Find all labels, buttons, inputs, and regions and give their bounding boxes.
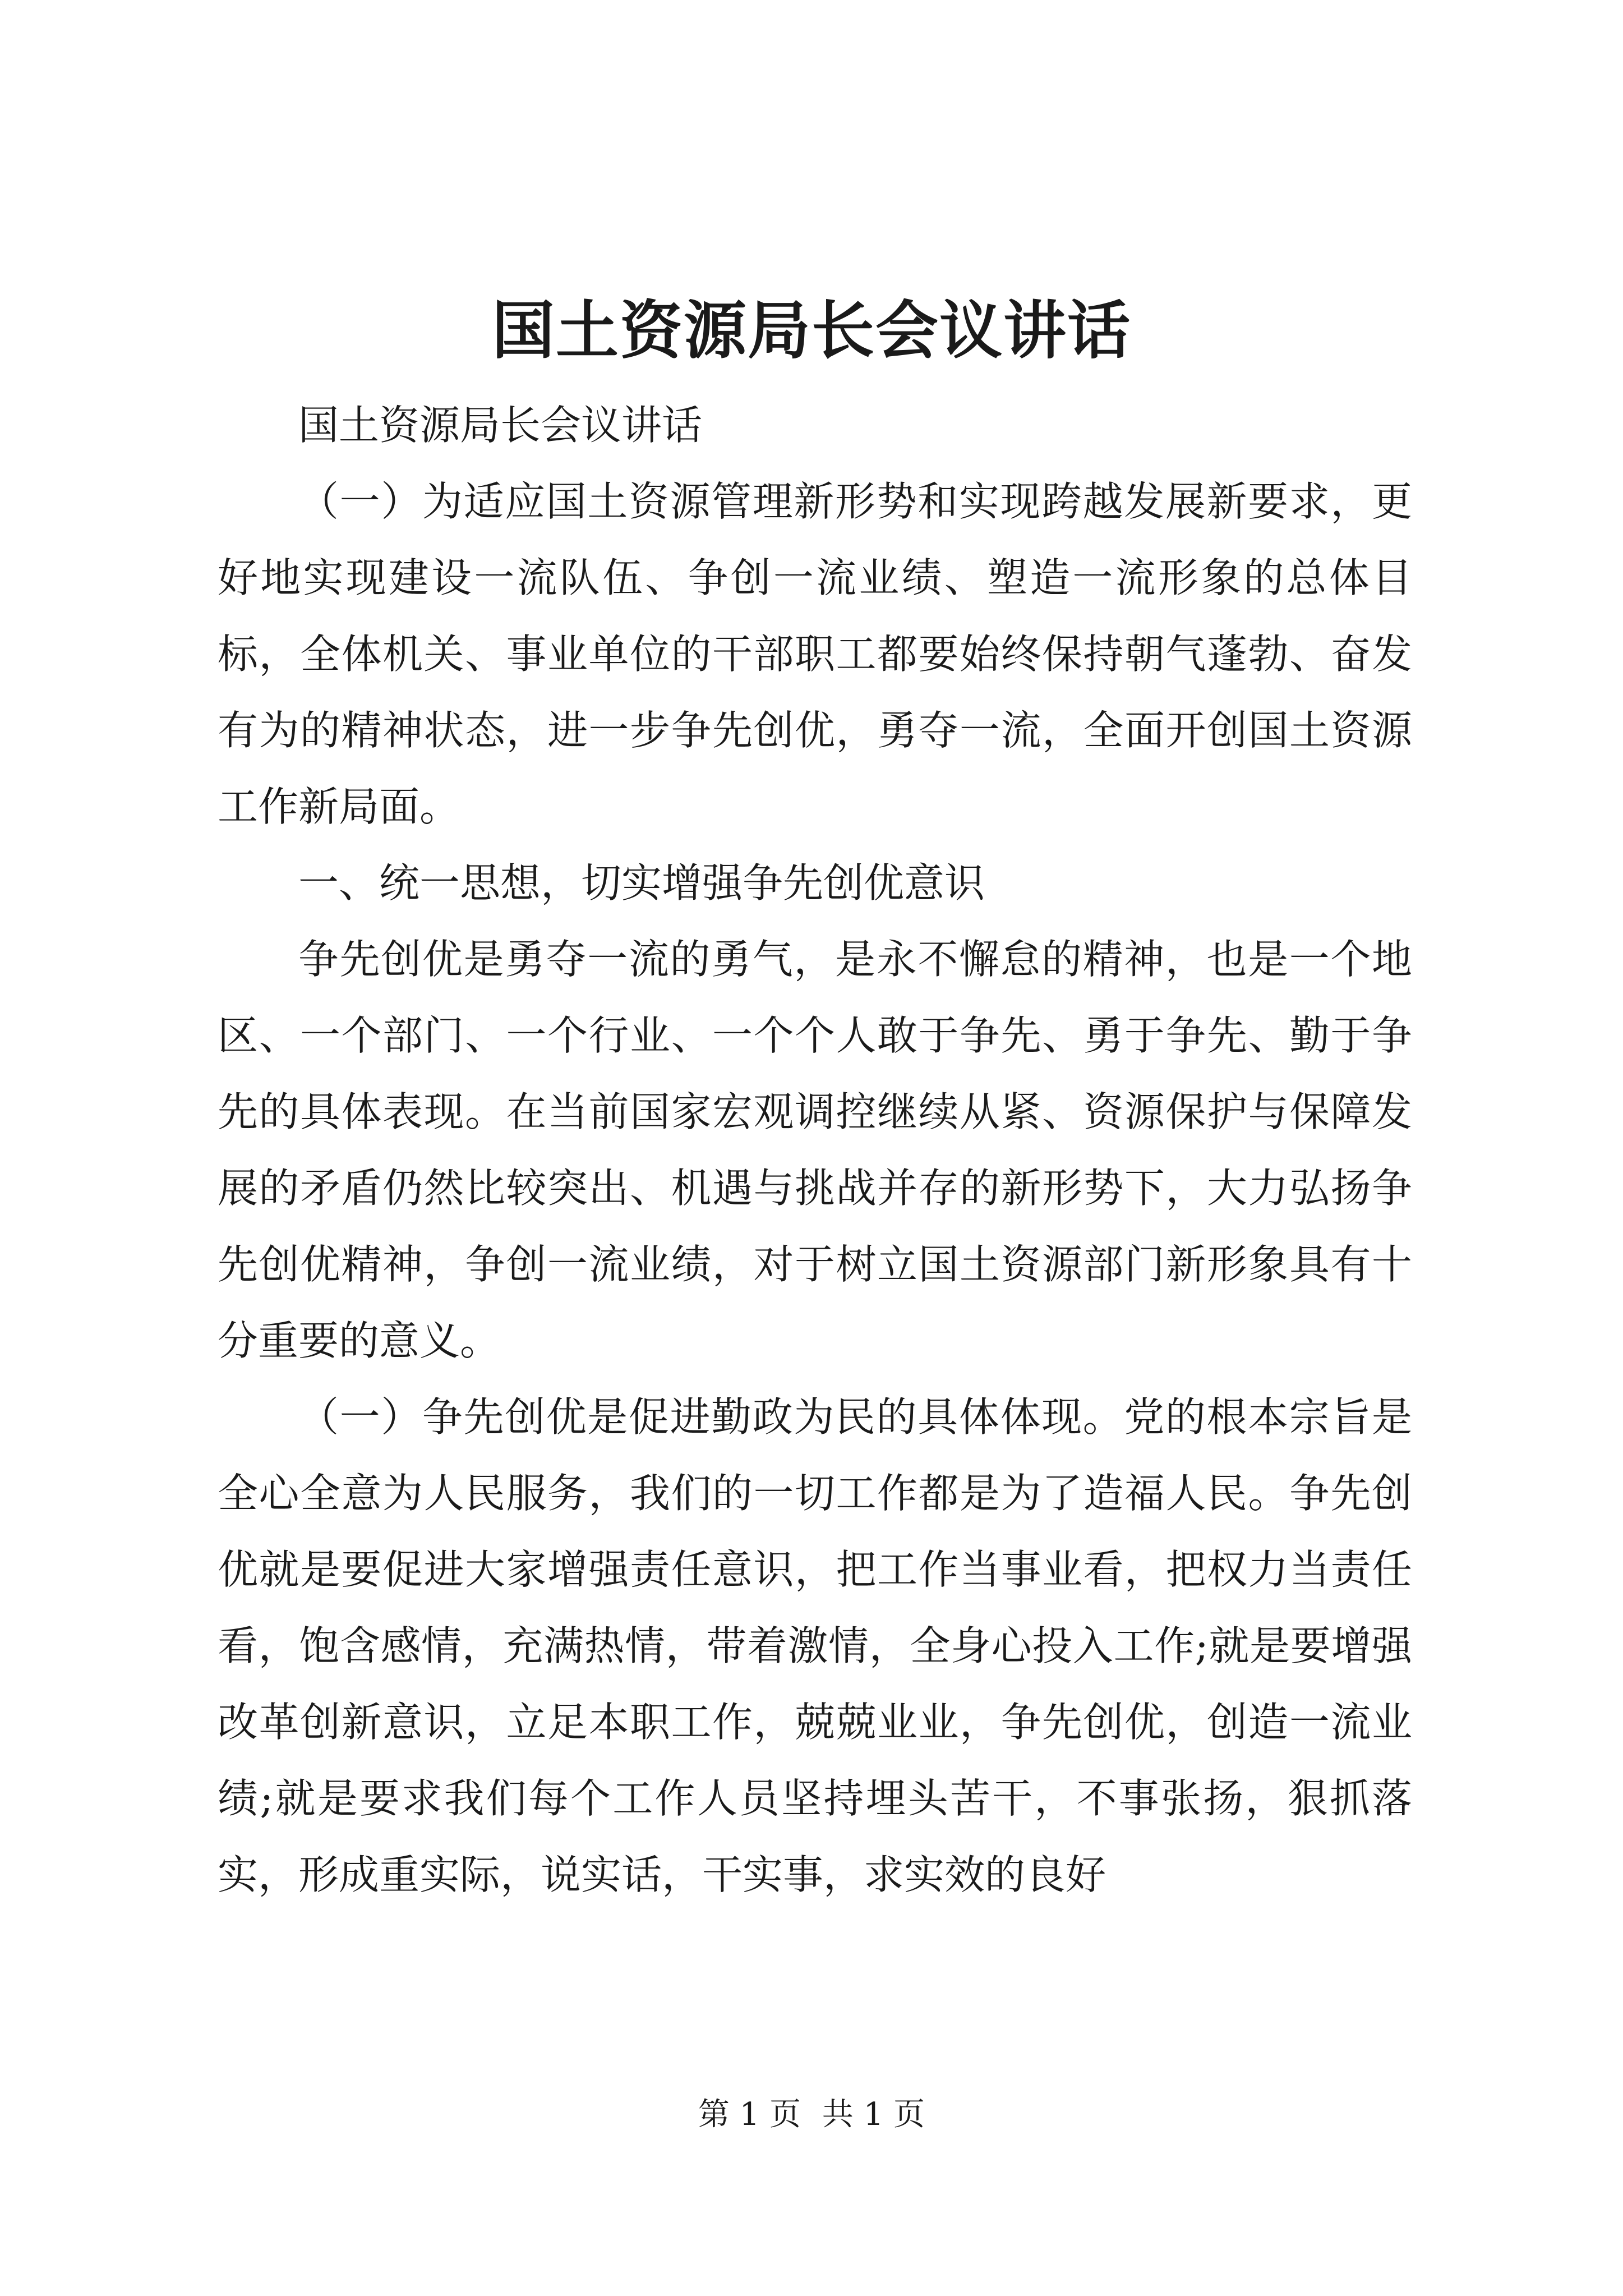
paragraph-section-body: 争先创优是勇夺一流的勇气，是永不懈怠的精神，也是一个地区、一个部门、一个行业、一个个人敢于争先、勇于争先、勤于争先的具体表现。在当前国家宏观调控继续从紧、资源保护与保障发展的矛盾仍然比较突出、机遇与挑战并存的新形势下，大力弘扬争先创优精神，争创一流业绩，对于树立国土资源部门新形象具有十分重要的意义。 bbox=[218, 936, 1412, 1364]
section-heading: 一、统一思想，切实增强争先创优意识 bbox=[298, 859, 985, 907]
page-number: 第 1 页 bbox=[698, 2096, 801, 2133]
page-footer bbox=[0, 2095, 1623, 2134]
page-total: 共 1 页 bbox=[822, 2096, 925, 2133]
document-title: 国土资源局长会议讲话 bbox=[492, 294, 1131, 367]
document-body bbox=[218, 387, 1412, 1913]
paragraph-intro: （一）为适应国土资源管理新形势和实现跨越发展新要求，更好地实现建设一流队伍、争创一流业绩、塑造一流形象的总体目标，全体机关、事业单位的干部职工都要始终保持朝气蓬勃、奋发有为的精神状态，进一步争先创优，勇夺一流，全面开创国土资源工作新局面。 bbox=[218, 478, 1412, 830]
paragraph-heading: 国土资源局长会议讲话 bbox=[298, 402, 703, 449]
paragraph-subsection: （一）争先创优是促进勤政为民的具体体现。党的根本宗旨是全心全意为人民服务，我们的一切工作都是为了造福人民。争先创优就是要促进大家增强责任意识，把工作当事业看，把权力当责任看，饱含感情，充满热情，带着激情，全身心投入工作;就是要增强改革创新意识，立足本职工作，兢兢业业，争先创优，创造一流业绩;就是要求我们每个工作人员坚持埋头苦干，不事张扬，狠抓落实，形成重实际，说实话，干实事，求实效的良好 bbox=[218, 1393, 1412, 1898]
